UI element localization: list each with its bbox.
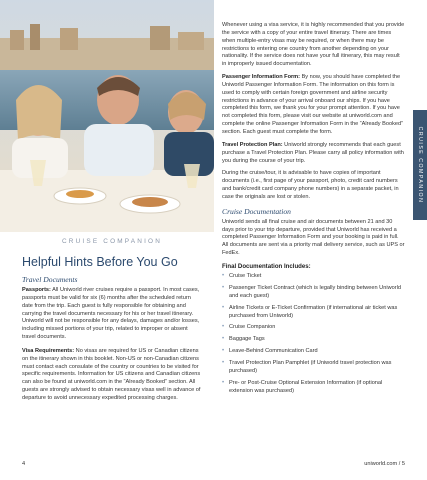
list-item: • Travel Protection Plan Pamphlet (if Uniworld travel protection was purchased)	[222, 360, 392, 375]
bullet-icon: •	[222, 304, 225, 311]
final-documentation-list	[222, 273, 405, 396]
final-documentation-heading: Final Documentation Includes:	[222, 262, 311, 270]
photo-scene	[0, 0, 214, 232]
visa-service-paragraph: Whenever using a visa service, it is highly recommended that you provide the service with a copy of your entire travel itinerary. There are times when multiple-entry visas may be required, or when there may be restrictions to entering one country from another depending on your nationality. If the service does not have your full itinerary, this may result in improperly issued documentation.	[222, 22, 405, 68]
page-number-left: 4	[22, 461, 26, 467]
passenger-form-text: By now, you should have completed the Uniworld Passenger Information Form. The information on this form is used to comply with certain foreign government and airline security restrictions in advance of your arrival onboard our ships. If you have completed this form, we thank you for your prompt attention. If you have not completed this form, please visit our website at uniworld.com and complete the online Passenger Information Form in the “Already Booked” section. Each guest must complete the form.	[222, 74, 403, 135]
folio-separator: /	[397, 461, 402, 467]
dining-photo	[0, 0, 214, 232]
visa-paragraph	[22, 348, 202, 403]
side-tab-label: CRUISE COMPANION	[417, 126, 423, 204]
bullet-icon: •	[222, 324, 225, 331]
list-item: • Pre- or Post-Cruise Optional Extension Information (if optional extension was purchased)	[222, 380, 383, 394]
page-number-right: 5	[401, 461, 405, 467]
left-column	[22, 238, 202, 409]
travel-documents-subhead: Travel Documents	[22, 275, 78, 284]
passports-label: Passports:	[22, 287, 51, 293]
folio-url: uniworld.com	[364, 461, 398, 467]
protection-plan-label: Travel Protection Plan:	[222, 141, 283, 148]
passports-paragraph	[22, 287, 202, 342]
bullet-icon: •	[222, 272, 225, 279]
list-item: • Airline Tickets or E-Ticket Confirmation (if international air ticket was purchased from Uniworld)	[222, 304, 398, 319]
document-copies-paragraph: During the cruise/tour, it is advisable to have copies of important documents (i.e., first page of your passport, photo, credit card numbers and bank/credit card company phone numbers) in a separate packet, in case the originals are lost or stolen.	[222, 170, 399, 200]
folio-right	[364, 461, 405, 467]
visa-label: Visa Requirements:	[22, 347, 75, 354]
passenger-form-paragraph	[222, 74, 405, 137]
page-title: Helpful Hints Before You Go	[22, 255, 178, 269]
right-column	[222, 22, 405, 400]
cruise-documentation-paragraph: Uniworld sends all final cruise and air documents between 21 and 30 days prior to your trip departure, provided that Uniworld has received a completed Passenger Information Form and your booking is paid in full. All documents are sent via a priority mail delivery service, such as UPS or FedEx.	[222, 218, 405, 257]
bullet-icon: •	[222, 348, 225, 355]
bullet-icon: •	[222, 360, 225, 367]
section-label: CRUISE COMPANION	[61, 238, 163, 245]
list-item: • Cruise Ticket	[222, 272, 262, 279]
side-tab	[413, 110, 427, 220]
bullet-icon: •	[222, 284, 225, 291]
list-item: • Leave-Behind Communication Card	[222, 348, 318, 355]
passenger-form-label: Passenger Information Form:	[222, 74, 301, 81]
bullet-icon: •	[222, 336, 225, 343]
list-item: • Cruise Companion	[222, 324, 276, 331]
list-item: • Passenger Ticket Contract (which is legally binding between Uniworld and each guest)	[222, 284, 401, 299]
passports-text: All Uniworld river cruises require a passport. In most cases, passports must be valid for six (6) months after the scheduled return date from the trip. Each guest is fully responsible for obtaining and carrying the travel documents necessary for his or her travel itinerary. Uniworld will not be responsible for any delays, damages and/or losses, including missed portions of your trip, related to improper or absent travel documents.	[22, 287, 200, 341]
protection-plan-text: Uniworld strongly recommends that each guest purchase a Travel Protection Plan. Please carry all policy information with you during the course of your trip.	[222, 141, 404, 164]
visa-text: No visas are required for US or Canadian citizens on the itinerary shown in this booklet. Non-US or non-Canadian citizens must contact each consulate of the country or countries to be visited for specific requirements. Information for US citizens and Canadian citizens can also be found at uniworld.com in the “Already Booked” section. All guests are strongly advised to obtain necessary visas well in advance of departure to avoid unnecessary expedited processing charges.	[22, 347, 201, 401]
cruise-documentation-subhead: Cruise Documentation	[222, 206, 291, 216]
bullet-icon: •	[222, 380, 225, 387]
list-item: • Baggage Tags	[222, 336, 265, 343]
protection-plan-paragraph	[222, 142, 405, 166]
